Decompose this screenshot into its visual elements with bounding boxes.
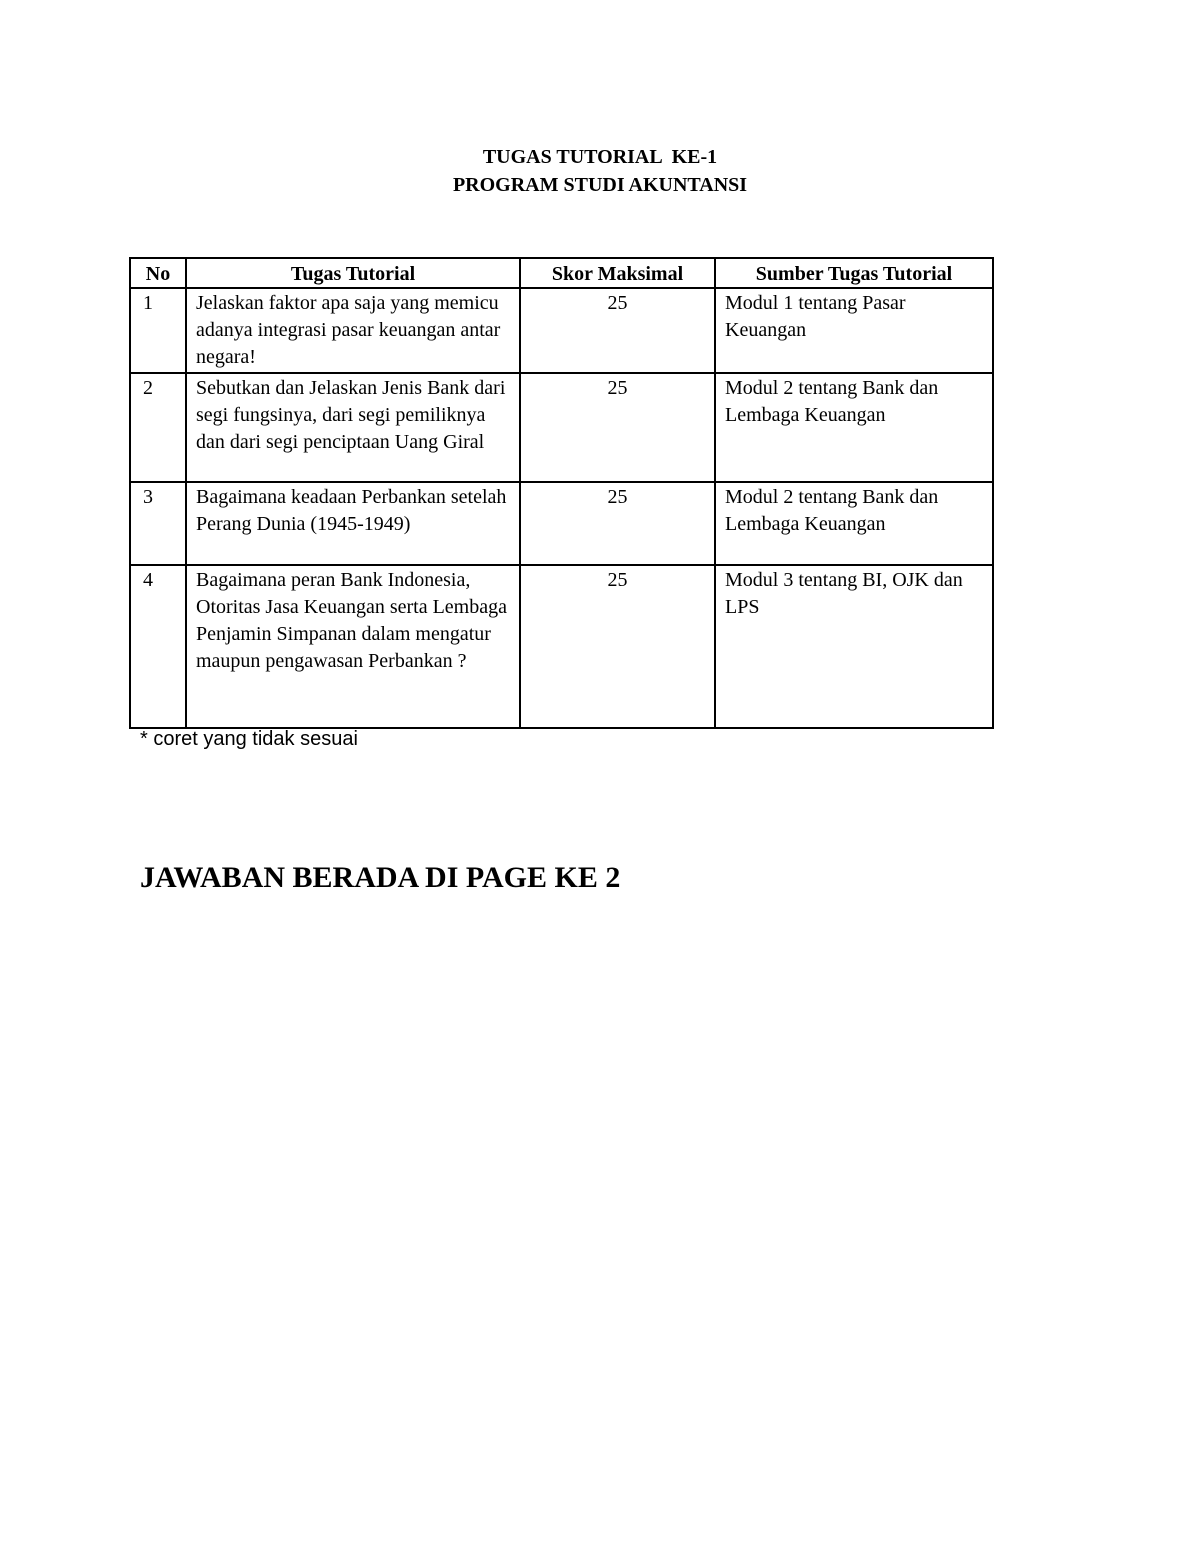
footnote: * coret yang tidak sesuai xyxy=(140,728,358,750)
cell-sumber: Modul 3 tentang BI, OJK dan LPS xyxy=(715,565,993,728)
table-row xyxy=(130,482,993,565)
cell-skor: 25 xyxy=(520,565,715,728)
cell-skor: 25 xyxy=(520,482,715,565)
cell-no: 2 xyxy=(130,373,186,482)
cell-sumber: Modul 2 tentang Bank dan Lembaga Keuangan xyxy=(715,482,993,565)
header-no: No xyxy=(130,258,186,288)
cell-skor: 25 xyxy=(520,373,715,482)
cell-no: 1 xyxy=(130,288,186,373)
header-skor: Skor Maksimal xyxy=(520,258,715,288)
cell-no: 4 xyxy=(130,565,186,728)
cell-tugas: Sebutkan dan Jelaskan Jenis Bank dari segi fungsinya, dari segi pemiliknya dan dari segi penciptaan Uang Giral xyxy=(186,373,520,482)
table-row xyxy=(130,373,993,482)
cell-no: 3 xyxy=(130,482,186,565)
table-header-row xyxy=(130,258,993,288)
tutorial-task-table xyxy=(129,257,994,729)
header-sumber: Sumber Tugas Tutorial xyxy=(715,258,993,288)
cell-skor: 25 xyxy=(520,288,715,373)
document-subtitle: PROGRAM STUDI AKUNTANSI xyxy=(452,174,748,196)
table-row xyxy=(130,565,993,728)
cell-sumber: Modul 1 tentang Pasar Keuangan xyxy=(715,288,993,373)
cell-tugas: Bagaimana keadaan Perbankan setelah Perang Dunia (1945-1949) xyxy=(186,482,520,565)
header-tugas: Tugas Tutorial xyxy=(186,258,520,288)
document-title: TUGAS TUTORIAL KE-1 xyxy=(482,146,718,168)
cell-tugas: Jelaskan faktor apa saja yang memicu adanya integrasi pasar keuangan antar negara! xyxy=(186,288,520,373)
cell-sumber: Modul 2 tentang Bank dan Lembaga Keuangan xyxy=(715,373,993,482)
cell-tugas: Bagaimana peran Bank Indonesia, Otoritas Jasa Keuangan serta Lembaga Penjamin Simpanan dalam mengatur maupun pengawasan Perbankan ? xyxy=(186,565,520,728)
table-row xyxy=(130,288,993,373)
answer-location-note: JAWABAN BERADA DI PAGE KE 2 xyxy=(140,861,621,894)
